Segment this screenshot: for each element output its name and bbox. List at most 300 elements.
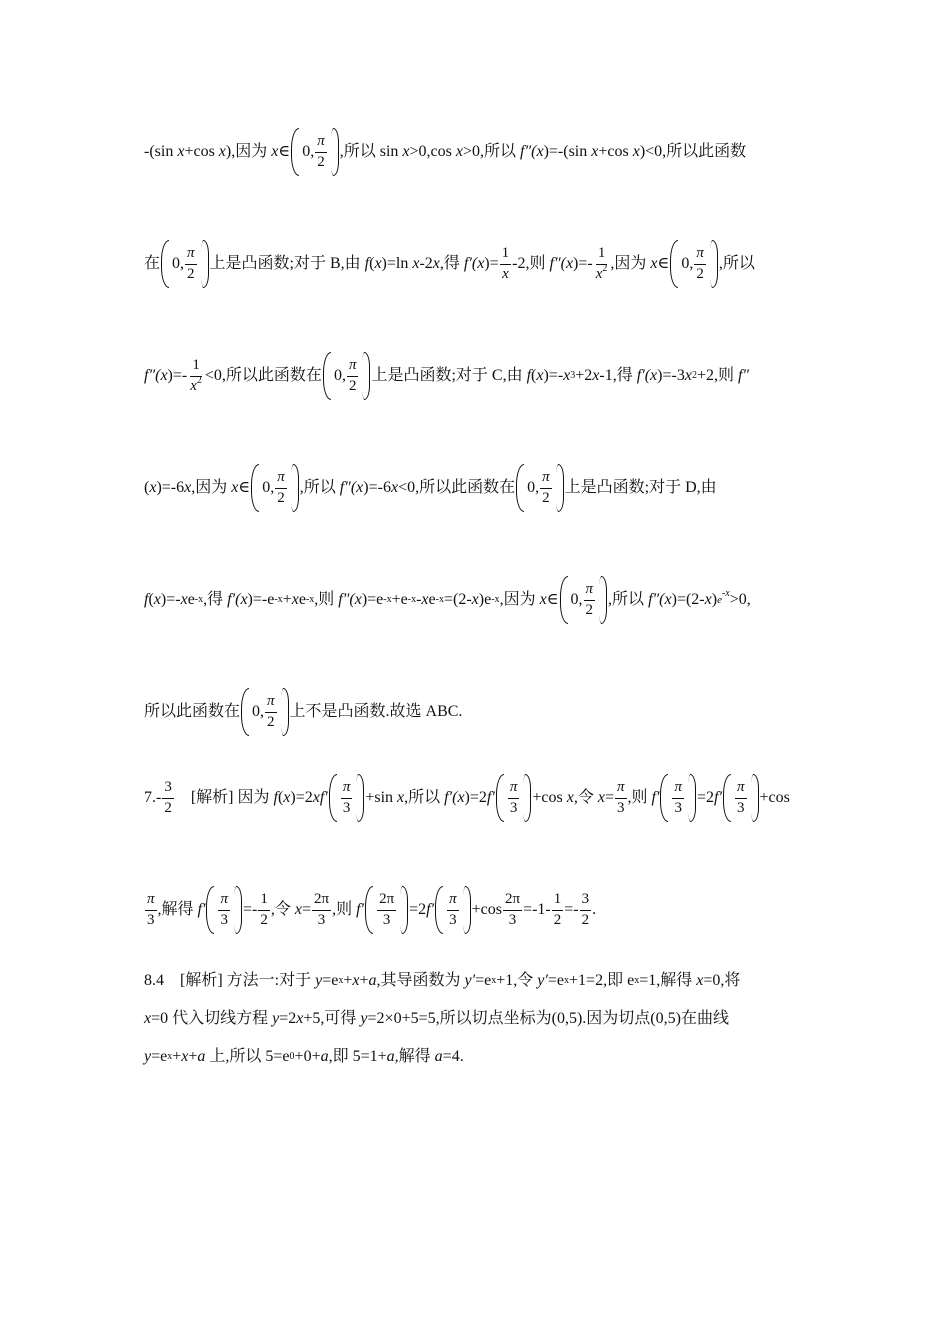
text-run: =e — [547, 972, 565, 989]
text-run: ,得 — [203, 591, 228, 608]
text-run: ∈ — [657, 255, 670, 272]
text-run: x — [294, 901, 302, 918]
text-run: )=-(sin — [543, 143, 592, 160]
fraction — [347, 358, 359, 395]
text-run: y — [360, 1010, 368, 1027]
paren-group — [496, 774, 532, 822]
text-run — [337, 780, 357, 817]
text-run: - — [416, 591, 422, 608]
fraction-numerator: π — [508, 780, 520, 799]
right-parenthesis — [599, 576, 607, 624]
text-run: x — [180, 591, 188, 608]
text-run: =(2- — [443, 591, 472, 608]
text-run: f′( — [463, 255, 478, 272]
fraction-numerator: 1 — [500, 246, 512, 265]
text-run: ∈ — [238, 479, 251, 496]
text-run: >0,所以 — [462, 143, 521, 160]
fraction-numerator: π — [447, 892, 459, 911]
text-run: + — [172, 1048, 182, 1065]
text-run: +cos — [184, 143, 219, 160]
text-run: x — [536, 143, 544, 160]
problem-8-line-2 — [144, 1008, 808, 1030]
right-parenthesis — [751, 774, 759, 822]
text-run: f′ — [197, 901, 206, 918]
text-run: +cos — [759, 789, 790, 806]
text-run: ( — [277, 789, 284, 806]
text-run: x — [696, 972, 704, 989]
text-run: x — [352, 972, 360, 989]
fraction-numerator: π — [735, 780, 747, 799]
text-run: +e — [391, 591, 408, 608]
paren-group — [435, 886, 471, 934]
text-run: x — [563, 367, 571, 384]
text-run: -2 — [419, 255, 433, 272]
fraction-denominator: 2 — [542, 489, 550, 506]
fraction-numerator: π — [540, 470, 552, 489]
fraction-numerator: π — [584, 582, 596, 601]
solution-line-6 — [144, 684, 808, 740]
text-run: 在 — [144, 255, 161, 272]
right-parenthesis — [201, 240, 209, 288]
paren-group — [206, 886, 242, 934]
text-run: <0,所以此函数在 — [398, 479, 516, 496]
fraction-numerator: 2π — [377, 892, 396, 911]
fraction-numerator: π — [341, 780, 353, 799]
text-run: f — [144, 591, 149, 608]
text-run: +sin — [365, 789, 398, 806]
text-run: f′( — [636, 367, 651, 384]
text-run: y′ — [537, 972, 548, 989]
fraction — [672, 780, 684, 817]
text-run: >0, — [729, 591, 751, 608]
fraction — [312, 892, 331, 929]
left-parenthesis — [161, 240, 169, 288]
text-run: )=2 — [464, 789, 487, 806]
text-run: a — [368, 972, 377, 989]
text-run: y′ — [464, 972, 476, 989]
text-run: x — [312, 789, 320, 806]
text-run: ,则 — [314, 591, 339, 608]
text-run: =2×0+5=5,所以切点坐标为(0,5).因为切点(0,5)在曲线 — [367, 1010, 729, 1027]
text-run: f″( — [338, 591, 355, 608]
left-parenthesis — [323, 352, 331, 400]
fraction — [377, 892, 396, 929]
text-run: f′ — [651, 789, 660, 806]
fraction — [540, 470, 552, 507]
fraction-numerator: 1 — [190, 358, 202, 377]
text-run: f′ — [356, 901, 365, 918]
text-run: f′ — [319, 789, 328, 806]
fraction — [500, 246, 512, 283]
text-run: x — [591, 143, 599, 160]
fraction — [694, 246, 706, 283]
fraction-numerator: π — [218, 892, 230, 911]
text-run: <0,所以此函数在 — [204, 367, 322, 384]
text-run: )=2 — [290, 789, 313, 806]
fraction-denominator: 3 — [509, 799, 518, 816]
fraction-denominator: 3 — [382, 911, 391, 928]
text-run: =e — [151, 1048, 168, 1065]
text-run: =4. — [442, 1048, 464, 1065]
text-run: 0, — [681, 255, 694, 272]
fraction-denominator: 3 — [220, 911, 228, 928]
left-parenthesis — [291, 128, 299, 176]
text-run: )=-6 — [156, 479, 185, 496]
fraction — [735, 780, 747, 817]
text-run: x — [240, 591, 248, 608]
right-parenthesis — [710, 240, 718, 288]
text-run: f″( — [339, 479, 357, 496]
text-run: +2,则 — [696, 367, 738, 384]
text-run: ( — [531, 367, 537, 384]
text-run: x — [390, 479, 399, 496]
fraction-numerator: 3 — [162, 780, 174, 799]
text-run: 0, — [302, 143, 315, 160]
fraction-denominator: 3 — [342, 799, 351, 816]
text-run: f′( — [444, 789, 458, 806]
fraction — [508, 780, 520, 817]
text-run: x — [684, 367, 692, 384]
fraction — [218, 892, 230, 929]
text-run: x — [457, 789, 465, 806]
text-run: )e — [478, 591, 492, 608]
text-run — [678, 246, 710, 283]
text-run: x — [177, 143, 185, 160]
fraction — [185, 246, 197, 283]
text-run: =e — [475, 972, 492, 989]
text-run: ( — [369, 255, 375, 272]
fraction-denominator: 2 — [164, 799, 172, 816]
fraction-denominator: 3 — [317, 911, 326, 928]
text-run: ( — [144, 479, 150, 496]
text-run: x — [181, 1048, 189, 1065]
text-run: ∈ — [546, 591, 559, 608]
text-run: ,得 — [439, 255, 464, 272]
text-run: y — [144, 1048, 152, 1065]
fraction — [265, 694, 277, 731]
interval-paren — [161, 240, 209, 288]
fraction-denominator: 2 — [585, 601, 594, 618]
fraction-denominator: 3 — [617, 799, 625, 816]
text-run: 8.4 [解析] 方法一:对于 — [144, 972, 316, 989]
right-parenthesis — [291, 464, 299, 512]
text-run: x — [354, 591, 362, 608]
fraction-numerator: π — [275, 470, 287, 489]
text-run: )=-e — [247, 591, 275, 608]
text-run: a — [386, 1048, 395, 1065]
text-run: f — [273, 789, 278, 806]
fraction — [315, 134, 327, 171]
text-run: a — [434, 1048, 443, 1065]
text-run: 上不是凸函数.故选 ABC. — [289, 703, 463, 720]
text-run: )=ln — [381, 255, 413, 272]
text-run: e — [187, 591, 195, 608]
text-run: =0,将 — [703, 972, 741, 989]
paren-group — [723, 774, 759, 822]
text-run: ,所以 — [404, 789, 445, 806]
text-run: )=-3 — [657, 367, 685, 384]
fraction-numerator: 2π — [503, 892, 522, 911]
right-parenthesis — [688, 774, 696, 822]
text-run: ,其导函数为 — [376, 972, 465, 989]
fraction — [552, 892, 564, 929]
fraction — [584, 582, 596, 619]
text-run: ,解得 — [157, 901, 198, 918]
text-run: +0+ — [294, 1048, 321, 1065]
solution-line-5: f ( x )=- x e -x ,得 f′( x )=-e -x + x e -x ,则 f″( x )=e -x +e -x - x e -x =(2- x )e -x ,因为 x ∈ 0, $\frac{\pi}{2}$ ,所以 f″( x )=(2- x ) $e^{-x}$ >0, — [144, 572, 808, 628]
text-run: e — [298, 591, 306, 608]
text-run: x — [283, 789, 291, 806]
text-run: =2 — [697, 789, 715, 806]
text-run: x — [218, 143, 226, 160]
text-run — [524, 470, 556, 507]
text-run: x — [595, 265, 603, 282]
text-run: )=(2- — [671, 591, 705, 608]
text-run: -1,得 — [599, 367, 637, 384]
text-run: x — [632, 143, 640, 160]
fraction-denominator: x — [502, 265, 509, 282]
text-run: x — [291, 591, 299, 608]
interval-paren — [670, 240, 718, 288]
text-run: 0, — [333, 367, 346, 384]
text-run: f′ — [486, 789, 495, 806]
fraction-numerator: 1 — [596, 246, 608, 265]
superscript: -x — [721, 588, 730, 599]
text-run: y — [315, 972, 323, 989]
text-run: >0,cos — [409, 143, 456, 160]
text-run: f″( — [549, 255, 566, 272]
text-run: x — [190, 377, 197, 394]
text-run: f″( — [520, 143, 537, 160]
fraction-denominator: 3 — [736, 799, 745, 816]
text-run: x — [597, 789, 605, 806]
left-parenthesis — [516, 464, 524, 512]
text-run: ,则 — [332, 901, 357, 918]
solution-line-2 — [144, 236, 808, 292]
interval-paren — [251, 464, 299, 512]
right-parenthesis — [362, 352, 370, 400]
text-run: =e — [322, 972, 339, 989]
text-run: = — [301, 901, 312, 918]
text-run: )=e — [361, 591, 384, 608]
text-run — [259, 470, 291, 507]
text-run: 0, — [527, 479, 540, 496]
problem-8-line-3: y =e x + x + a 上,所以 5=e 0 +0+ a ,即 5=1+ a ,解得 a =4. — [144, 1048, 464, 1065]
text-run — [299, 134, 331, 171]
text-run: ∈ — [278, 143, 291, 160]
interval-paren — [323, 352, 371, 400]
text-run: x — [565, 255, 574, 272]
text-run: =- — [564, 901, 579, 918]
solution-line-4 — [144, 460, 808, 516]
left-parenthesis — [329, 774, 337, 822]
text-run: ,因为 — [610, 255, 651, 272]
text-run — [169, 246, 201, 283]
fraction-denominator: 2 — [553, 911, 562, 928]
fraction-numerator: π — [265, 694, 277, 713]
right-parenthesis — [281, 688, 289, 736]
text-run: y — [272, 1010, 280, 1027]
left-parenthesis — [496, 774, 504, 822]
fraction — [503, 892, 522, 929]
text-run: x — [402, 143, 410, 160]
text-run: ,令 — [270, 901, 295, 918]
interval-paren — [516, 464, 564, 512]
superscript: 2 — [196, 374, 202, 386]
text-run: )=- — [543, 367, 564, 384]
text-run: 0, — [172, 255, 185, 272]
fraction — [341, 780, 353, 817]
text-run: ,即 5=1+ — [328, 1048, 387, 1065]
fraction — [258, 892, 270, 929]
text-run — [249, 694, 281, 731]
text-run: x — [374, 255, 382, 272]
right-parenthesis — [463, 886, 471, 934]
text-run: x — [471, 591, 479, 608]
text-run: f′ — [714, 789, 722, 806]
text-run: e — [428, 591, 436, 608]
text-run: ,解得 — [394, 1048, 435, 1065]
text-run: x — [650, 255, 658, 272]
left-parenthesis — [251, 464, 259, 512]
text-run: ,所以 — [718, 255, 755, 272]
text-run: x — [566, 789, 574, 806]
text-run: =0 代入切线方程 — [151, 1010, 273, 1027]
text-run: 上是凸函数;对于 D,由 — [564, 479, 717, 496]
text-run: a — [320, 1048, 329, 1065]
text-run: + — [282, 591, 292, 608]
fraction-numerator: π — [615, 780, 627, 799]
text-run: ,所以 — [299, 479, 340, 496]
problem-7-line-1 — [144, 770, 808, 826]
fraction-numerator: π — [185, 246, 197, 265]
fraction-denominator: 3 — [449, 911, 457, 928]
text-run: )<0,所以此函数 — [639, 143, 747, 160]
left-parenthesis — [365, 886, 373, 934]
text-run: ( — [148, 591, 154, 608]
solution-line-3: f″( x )=- $\frac{1}{x^2}$ <0,所以此函数在 0, $\frac{\pi}{2}$ 上是凸函数;对于 C,由 f ( x )=- x 3 +2 x -1,得 f′( x )=-3 x 2 +2,则 f″ — [144, 348, 808, 404]
fraction-denominator: 2 — [317, 153, 325, 170]
text-run: ,因为 — [191, 479, 232, 496]
text-run: x — [160, 367, 168, 384]
fraction — [447, 892, 459, 929]
text-run — [668, 780, 688, 817]
text-run: ,因为 — [499, 591, 540, 608]
left-parenthesis — [435, 886, 443, 934]
text-run: x — [153, 591, 161, 608]
text-run: x — [296, 1010, 304, 1027]
text-run: -2,则 — [512, 255, 550, 272]
text-run: x — [539, 591, 547, 608]
fraction-numerator: π — [145, 892, 157, 911]
fraction-numerator: 1 — [258, 892, 270, 911]
right-parenthesis — [234, 886, 242, 934]
text-run — [373, 892, 400, 929]
fraction-denominator: 2 — [696, 265, 704, 282]
fraction-numerator: π — [672, 780, 684, 799]
text-run: )=- — [573, 255, 593, 272]
text-run: = — [604, 789, 614, 806]
problem-7-line-2 — [144, 882, 808, 938]
text-run: x — [412, 255, 420, 272]
fraction-numerator: 2π — [312, 892, 331, 911]
text-run — [443, 892, 463, 929]
text-run: + — [188, 1048, 198, 1065]
left-parenthesis — [670, 240, 678, 288]
text-run: ),因为 — [225, 143, 272, 160]
paren-group — [365, 886, 408, 934]
fraction-denominator: 2 — [581, 911, 590, 928]
text-run: +2 — [575, 367, 593, 384]
left-parenthesis — [241, 688, 249, 736]
right-parenthesis — [556, 464, 564, 512]
left-parenthesis — [206, 886, 214, 934]
text-run: f′( — [227, 591, 241, 608]
text-run: ,所以 sin — [339, 143, 403, 160]
right-parenthesis — [331, 128, 339, 176]
text-run: $e^{-x}$ — [717, 588, 730, 606]
text-run: x — [432, 255, 440, 272]
fraction-denominator: 2 — [348, 377, 357, 394]
fraction-numerator: 3 — [580, 892, 592, 911]
fraction-denominator: 2 — [187, 265, 195, 282]
text-run: =2 — [279, 1010, 297, 1027]
text-run: f″( — [648, 591, 665, 608]
fraction-numerator: π — [694, 246, 706, 265]
fraction-numerator: π — [347, 358, 359, 377]
text-run — [504, 780, 524, 817]
text-run: =-1- — [523, 901, 551, 918]
text-run: x — [536, 367, 544, 384]
text-run: x — [664, 591, 672, 608]
text-run: ,所以 — [608, 591, 649, 608]
text-run: 所以此函数在 — [144, 703, 241, 720]
text-run: x — [421, 591, 429, 608]
text-run: =2 — [409, 901, 427, 918]
text-run: 7.- — [144, 789, 162, 806]
interval-paren — [241, 688, 289, 736]
text-run: 上,所以 5=e — [205, 1048, 290, 1065]
fraction — [275, 470, 287, 507]
text-run — [331, 358, 363, 395]
text-run: =- — [243, 901, 258, 918]
text-run: x — [356, 479, 364, 496]
text-run: +1,令 — [496, 972, 538, 989]
text-run: f′ — [426, 901, 435, 918]
text-run: )= — [484, 255, 499, 272]
text-run: f″( — [144, 367, 161, 384]
text-run: ,令 — [573, 789, 598, 806]
text-run: f — [526, 367, 532, 384]
text-run: )=- — [167, 367, 188, 384]
text-run: x — [271, 143, 279, 160]
text-run: x — [650, 367, 658, 384]
fraction-denominator: 3 — [674, 799, 682, 816]
text-run: )=-6 — [363, 479, 391, 496]
fraction-denominator: 3 — [147, 911, 155, 928]
fraction-denominator — [188, 374, 204, 395]
text-run: x — [144, 1010, 152, 1027]
text-run: +5,可得 — [303, 1010, 361, 1027]
left-parenthesis — [723, 774, 731, 822]
interval-paren — [560, 576, 608, 624]
text-run: -(sin — [144, 143, 178, 160]
text-run: x — [149, 479, 157, 496]
fraction-denominator: 2 — [267, 713, 275, 730]
fraction — [188, 358, 204, 395]
fraction-denominator — [594, 262, 610, 283]
text-run: f″ — [737, 367, 750, 384]
